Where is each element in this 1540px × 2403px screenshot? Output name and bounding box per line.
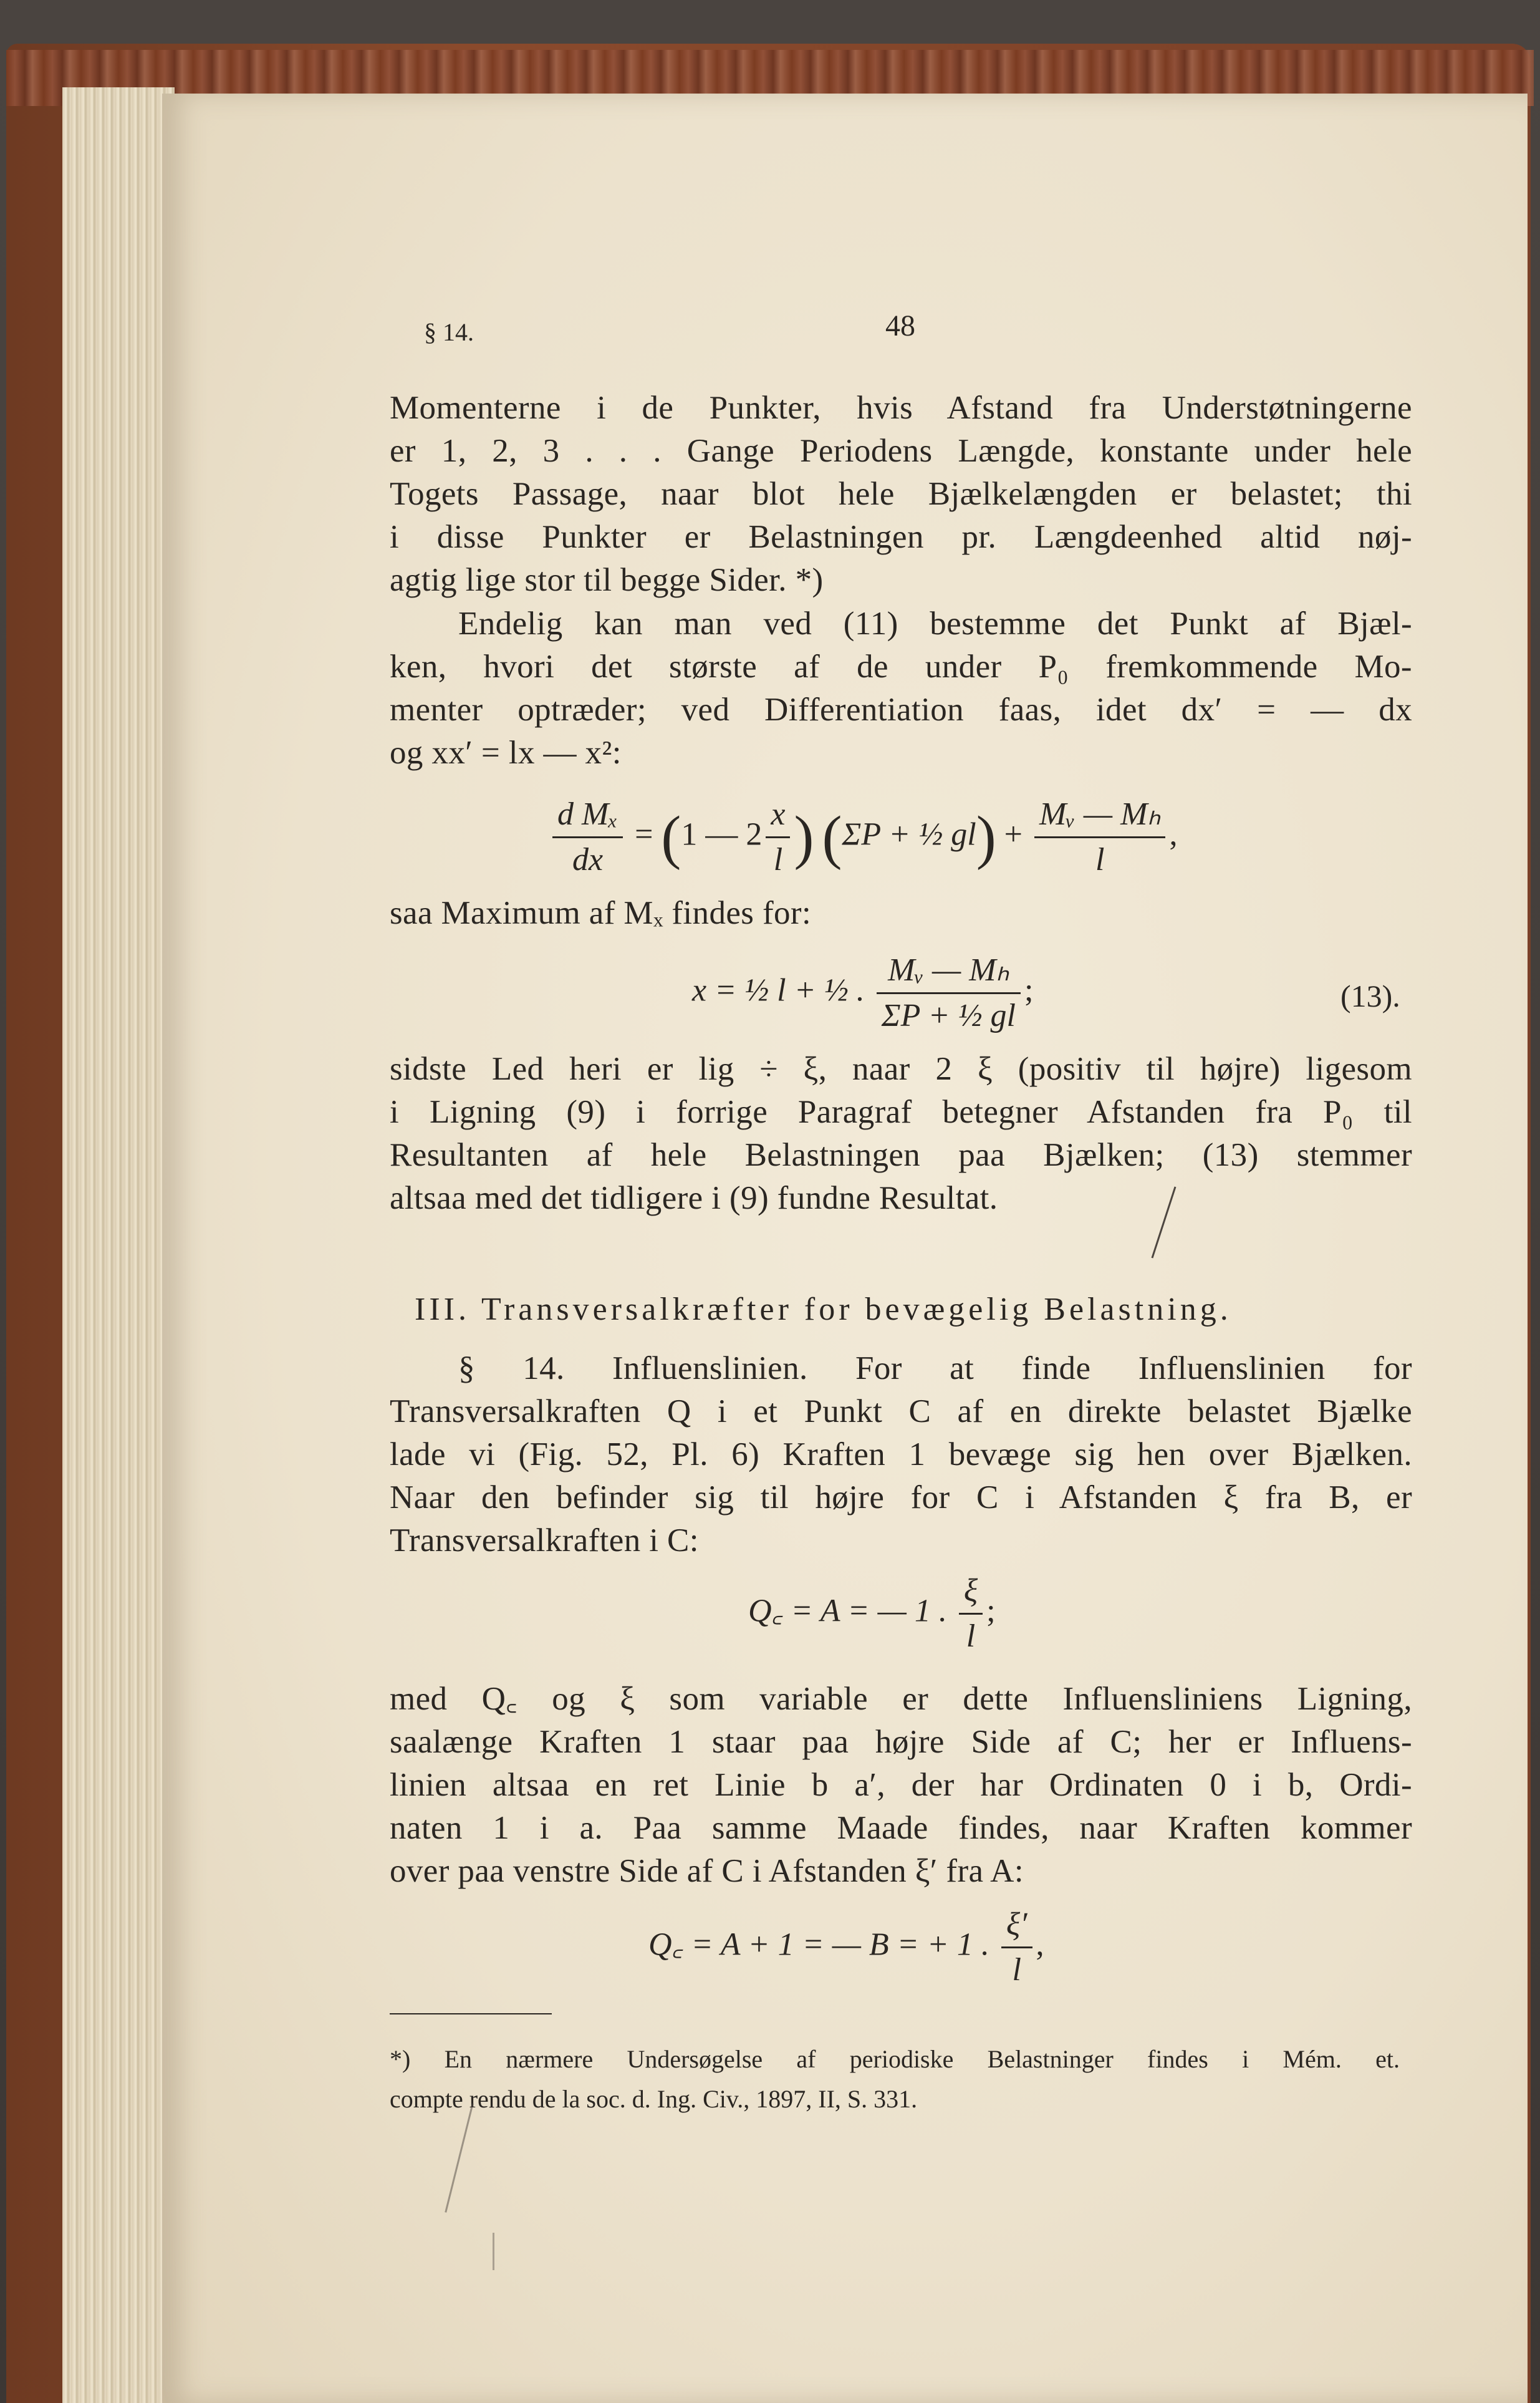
text-line: lade vi (Fig. 52, Pl. 6) Kraften 1 bevæge sig hen over Bjælken. <box>390 1436 1412 1472</box>
page-number: 48 <box>885 309 915 342</box>
equation-fraction: $\frac{\text{d Mₓ}}{dx}$ <box>552 795 623 879</box>
equation-fraction: $\frac{\xi'}{l}$ <box>1001 1905 1032 1990</box>
equation-fraction: $\frac{\xi}{l}$ <box>959 1572 983 1656</box>
text-line: Transversalkraften i C: <box>390 1522 699 1559</box>
section-title: III. Transversalkræfter for bevægelig Belastning. <box>415 1292 1232 1327</box>
pen-mark <box>493 2233 494 2270</box>
text-line: er 1, 2, 3 . . . Gange Periodens Længde, konstante under hele <box>390 433 1412 469</box>
equation-fraction: $\frac{\text{Mᵥ — Mₕ}}{l}$ <box>1034 795 1165 879</box>
text-line: Togets Passage, naar blot hele Bjælkelængden er belastet; thi <box>390 476 1412 512</box>
footnote-line: compte rendu de la soc. d. Ing. Civ., 1897, II, S. 331. <box>390 2085 918 2113</box>
text-line: Resultanten af hele Belastningen paa Bjælken; (13) stemmer <box>390 1137 1412 1173</box>
text-line: over paa venstre Side af C i Afstanden ξ′ fra A: <box>390 1853 1024 1889</box>
text-line: sidste Led heri er lig ÷ ξ, naar 2 ξ (positiv til højre) ligesom <box>390 1051 1412 1087</box>
paragraph-1 <box>390 387 1412 602</box>
text-line: agtig lige stor til begge Sider. *) <box>390 562 824 598</box>
paragraph-6 <box>390 1678 1412 1893</box>
text-line: saa Maximum af Mₓ findes for: <box>390 895 812 931</box>
equation-2: x = ½ l + ½ . $\frac{\text{Mᵥ — Mₕ}}{\text{ΣP + ½ gl}}$ ; <box>692 951 1033 1035</box>
paragraph-3 <box>390 892 1412 935</box>
equation-1: $\frac{\text{d Mₓ}}{dx}$ = (1 — 2 $\frac{x}{l}$ ) (ΣP + ½ gl) + $\frac{\text{Mᵥ — Mₕ}}{l}$ , <box>549 795 1177 879</box>
equation-4: Q꜀ = A + 1 = — B = + 1 . $\frac{\xi'}{l}$ , <box>648 1905 1044 1990</box>
text-line: med Q꜀ og ξ som variable er dette Influensliniens Ligning, <box>390 1681 1412 1717</box>
text-line: § 14. Influenslinien. For at finde Influenslinien for <box>458 1350 1412 1386</box>
text-line: Transversalkraften Q i et Punkt C af en direkte belastet Bjælke <box>390 1393 1412 1429</box>
equation-3: Q꜀ = A = — 1 . $\frac{\xi}{l}$ ; <box>748 1572 996 1656</box>
header-section: § 14. <box>424 318 474 346</box>
text-line: saalænge Kraften 1 staar paa højre Side af C; her er Influens- <box>390 1724 1412 1760</box>
text-line: og xx′ = lx — x²: <box>390 735 622 771</box>
text-line: Momenterne i de Punkter, hvis Afstand fra Understøtningerne <box>390 390 1412 426</box>
paragraph-2 <box>390 602 1412 775</box>
footnote-rule <box>390 2013 552 2014</box>
page-edges <box>62 87 175 2403</box>
text-line: Endelig kan man ved (11) bestemme det Punkt af Bjæl- <box>458 606 1412 642</box>
footnote <box>390 2039 1400 2119</box>
text-line: linien altsaa en ret Linie b a′, der har Ordinaten 0 i b, Ordi- <box>390 1767 1412 1803</box>
paragraph-4 <box>390 1048 1412 1220</box>
text-line: Naar den befinder sig til højre for C i Afstanden ξ fra B, er <box>390 1479 1412 1516</box>
text-line: menter optræder; ved Differentiation faas, idet dx′ = — dx <box>390 692 1412 728</box>
text-line: i disse Punkter er Belastningen pr. Længdeenhed altid nøj- <box>390 519 1412 555</box>
text-line: ken, hvori det største af de under P₀ fremkommende Mo- <box>390 649 1412 685</box>
text-line: naten 1 i a. Paa samme Maade findes, naar Kraften kommer <box>390 1810 1412 1846</box>
footnote-line: *) En nærmere Undersøgelse af periodiske Belastninger findes i Mém. et. <box>390 2045 1400 2073</box>
equation-number: (13). <box>1340 979 1400 1013</box>
text-line: altsaa med det tidligere i (9) fundne Resultat. <box>390 1180 998 1216</box>
text-line: i Ligning (9) i forrige Paragraf betegner Afstanden fra P₀ til <box>390 1094 1412 1130</box>
equation-fraction: $\frac{\text{Mᵥ — Mₕ}}{\text{ΣP + ½ gl}}$ <box>877 951 1021 1035</box>
paragraph-5 <box>390 1347 1412 1562</box>
